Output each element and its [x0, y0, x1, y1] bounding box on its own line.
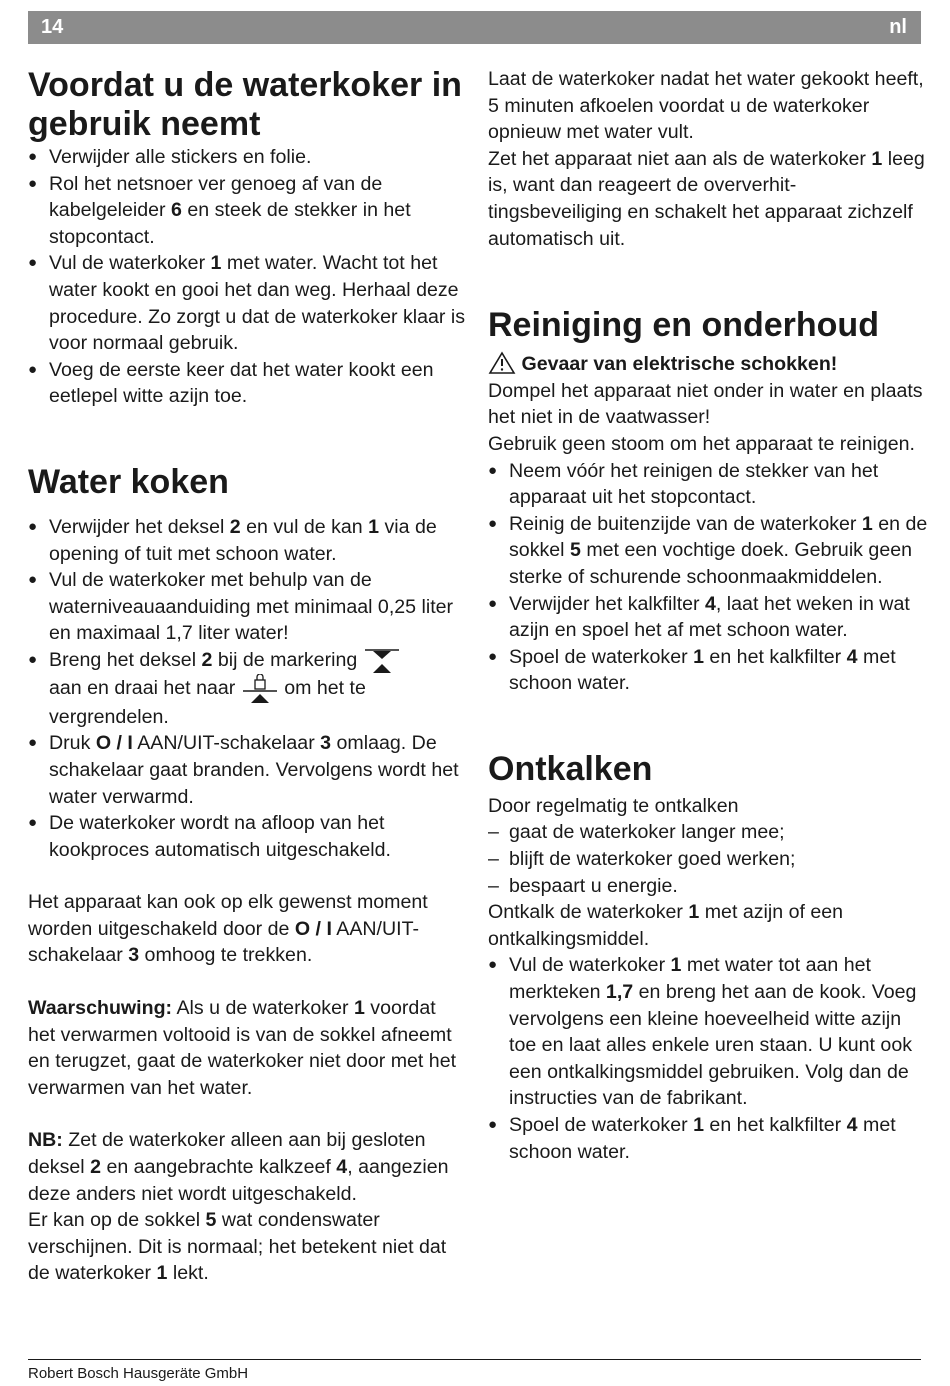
list-item: ● De waterkoker wordt na afloop van het kookproces automatisch uitgeschakeld.: [28, 810, 466, 863]
cleaning-list: [488, 458, 928, 697]
page-header: [28, 11, 921, 44]
list-item: ● Verwijder het deksel 2 en vul de kan 1 via de opening of tuit met schoon water.: [28, 514, 466, 567]
cool-down-paragraph: Laat de waterkoker nadat het water gekookt heeft, 5 minuten afkoelen voordat u de waterkoker opnieuw met water vult.: [488, 68, 924, 144]
lock-icon: [241, 674, 279, 704]
list-item: ● Voeg de eerste keer dat het water kookt een eetlepel witte azijn toe.: [28, 357, 466, 410]
switch-off-paragraph: Het apparaat kan ook op elk gewenst moment worden uitgeschakeld door de O / I AAN/UIT-schakelaar 3 omhoog te trekken.: [28, 891, 428, 967]
section-title-descaling: Ontkalken: [488, 749, 653, 788]
list-item: ● Reinig de buitenzijde van de waterkoker 1 en de sokkel 5 met een vochtige doek. Gebruik geen sterke of schurende schoonmaakmiddelen.: [488, 511, 928, 591]
list-item: ● Breng het deksel 2 bij de markering aan en draai het naar om het te vergrendelen.: [28, 647, 466, 730]
empty-kettle-paragraph: Zet het apparaat niet aan als de waterkoker 1 leeg is, want dan reageert de oververhit-tingsbeveiliging en schakelt het apparaat zichzelf automatisch uit.: [488, 147, 925, 250]
footer-divider: [28, 1359, 921, 1360]
list-item: ● Vul de waterkoker met behulp van de waterniveauaanduiding met minimaal 0,25 liter en maximaal 1,7 liter water!: [28, 567, 466, 647]
footer-company: Robert Bosch Hausgeräte GmbH: [28, 1365, 249, 1382]
list-item: ● Spoel de waterkoker 1 en het kalkfilter 4 met schoon water.: [488, 1112, 928, 1165]
language-code: nl: [889, 16, 907, 38]
section-title-before-use: Voordat u de waterkoker in gebruik neemt: [28, 66, 462, 143]
list-item: – bespaart u energie.: [488, 873, 928, 900]
section-title-water-boiling: Water koken: [28, 462, 229, 501]
section-title-cleaning: Reiniging en onderhoud: [488, 306, 879, 345]
list-item: ● Vul de waterkoker 1 met water. Wacht tot het water kookt en gooi het dan weg. Herhaal deze procedure. Zo zorgt u dat de waterkoker klaar is voor normaal gebruik.: [28, 250, 466, 356]
no-immerse-paragraph: Dompel het apparaat niet onder in water en plaats het niet in de vaatwasser!: [488, 379, 923, 429]
danger-notice: Gevaar van elektrische schokken!: [488, 351, 928, 378]
list-item: – blijft de waterkoker goed werken;: [488, 846, 928, 873]
list-item: ● Verwijder alle stickers en folie.: [28, 144, 466, 171]
water-boiling-list: [28, 514, 466, 863]
descale-intro: Door regelmatig te ontkalken: [488, 794, 739, 817]
note-paragraph: NB: Zet de waterkoker alleen aan bij gesloten deksel 2 en aangebrachte kalkzeef 4, aangezien deze anders niet wordt uitgeschakeld.: [28, 1129, 449, 1205]
list-item: ● Verwijder het kalkfilter 4, laat het weken in wat azijn en spoel het af met schoon water.: [488, 591, 928, 644]
warning-triangle-icon: [488, 351, 516, 375]
list-item: ● Neem vóór het reinigen de stekker van het apparaat uit het stopcontact.: [488, 458, 928, 511]
descale-steps-list: [488, 952, 928, 1165]
list-item: ● Vul de waterkoker 1 met water tot aan het merkteken 1,7 en breng het aan de kook. Voeg vervolgens een kleine hoeveelheid witte azijn toe en laat alles enkele uren staan. U kunt ook een ontkalkingsmiddel gebruiken. Volg dan de instructies van de fabrikant.: [488, 952, 928, 1112]
right-column: [488, 66, 928, 1165]
descale-benefits-list: [488, 819, 928, 899]
list-item: ● Druk O / I AAN/UIT-schakelaar 3 omlaag. De schakelaar gaat branden. Vervolgens wordt het water verwarmd.: [28, 730, 466, 810]
list-item: ● Rol het netsnoer ver genoeg af van de kabelgeleider 6 en steek de stekker in het stopcontact.: [28, 171, 466, 251]
left-column: [28, 66, 466, 1287]
descale-paragraph: Ontkalk de waterkoker 1 met azijn of een ontkalkingsmiddel.: [488, 901, 844, 950]
list-item: – gaat de waterkoker langer mee;: [488, 819, 928, 846]
condensation-paragraph: Er kan op de sokkel 5 wat condenswater verschijnen. Dit is normaal; het betekent niet dat de waterkoker 1 lekt.: [28, 1209, 447, 1285]
no-steam-paragraph: Gebruik geen stoom om het apparaat te reinigen.: [488, 432, 915, 455]
lid-marking-icon: [363, 648, 401, 674]
list-item: ● Spoel de waterkoker 1 en het kalkfilter 4 met schoon water.: [488, 644, 928, 697]
warning-paragraph: Waarschuwing: Als u de waterkoker 1 voordat het verwarmen voltooid is van de sokkel afneemt en terugzet, gaat de waterkoker niet door met het verwarmen van het water.: [28, 997, 457, 1099]
before-use-list: [28, 144, 466, 410]
page-number: 14: [41, 16, 64, 38]
